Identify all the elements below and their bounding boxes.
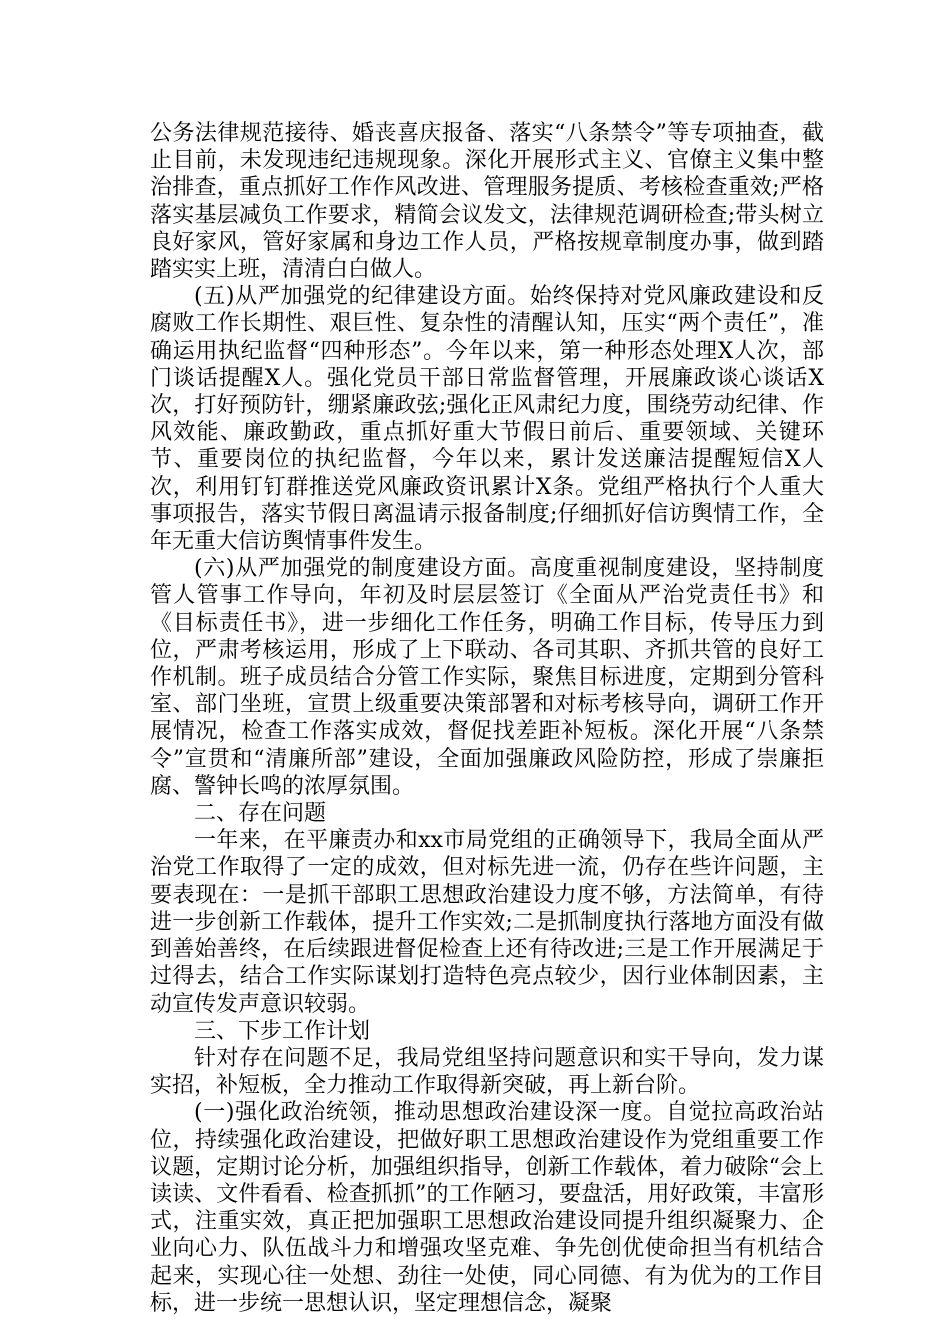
paragraph-discipline-building: (五)从严加强党的纪律建设方面。始终保持对党风廉政建设和反腐败工作长期性、艰巨性、复杂性的清醒认知，压实“两个责任”，准确运用执纪监督“四种形态”。今年以来，第一种形态处理X人次，部门谈话提醒X人。强化党员干部日常监督管理，开展廉政谈心谈话X次，打好预防针，绷紧廉政弦;强化正风肃纪力度，围绕劳动纪律、作风效能、廉政勤政，重点抓好重大节假日前后、重要领域、关键环节、重要岗位的执纪监督，今年以来，累计发送廉洁提醒短信X人次，利用钉钉群推送党风廉政资讯累计X条。党组严格执行个人重大事项报告，落实节假日离温请示报备制度;仔细抓好信访舆情工作，全年无重大信访舆情事件发生。 [150, 284, 824, 555]
section-heading-problems: 二、存在问题 [194, 801, 327, 827]
section-heading-next-steps: 三、下步工作计划 [194, 1018, 371, 1044]
paragraph-problems: 一年来，在平廉责办和xx市局党组的正确领导下，我局全面从严治党工作取得了一定的成效，但对标先进一流，仍存在些许问题，主要表现在：一是抓干部职工思想政治建设力度不够，方法简单，有待进一步创新工作载体，提升工作实效;二是抓制度执行落地方面没有做到善始善终，在后续跟进督促检查上还有待改进;三是工作开展满足于过得去，结合工作实际谋划打造特色亮点较少，因行业体制因素，主动宣传发声意识较弱。 [150, 828, 824, 1017]
paragraph-political-leadership: (一)强化政治统领，推动思想政治建设深一度。自觉拉高政治站位，持续强化政治建设，把做好职工思想政治建设作为党组重要工作议题，定期讨论分析，加强组织指导，创新工作载体，着力破除“会上读读、文件看看、检查抓抓”的工作陋习，要盘活，用好政策，丰富形式，注重实效，真正把加强职工思想政治建设同提升组织凝聚力、企业向心力、队伍战斗力和增强攻坚克难、争先创优使命担当有机结合起来，实现心往一处想、劲往一处使，同心同德、有为优为的工作目标，进一步统一思想认识，坚定理想信念，凝聚 [150, 1100, 824, 1316]
document-page [150, 120, 824, 1317]
paragraph-system-building: (六)从严加强党的制度建设方面。高度重视制度建设，坚持制度管人管事工作导向，年初及时层层签订《全面从严治党责任书》和《目标责任书》，进一步细化工作任务，明确工作目标，传导压力到位，严肃考核运用，形成了上下联动、各司其职、齐抓共管的良好工作机制。班子成员结合分管工作实际，聚焦目标进度，定期到分管科室、部门坐班，宣贯上级重要决策部署和对标考核导向，调研工作开展情况，检查工作落实成效，督促找差距补短板。深化开展“八条禁令”宣贯和“清廉所部”建设，全面加强廉政风险防控，形成了崇廉拒腐、警钟长鸣的浓厚氛围。 [150, 556, 824, 799]
paragraph-next-steps-intro: 针对存在问题不足，我局党组坚持问题意识和实干导向，发力谋实招，补短板，全力推动工作取得新突破，再上新台阶。 [150, 1045, 824, 1099]
paragraph-continuation: 公务法律规范接待、婚丧喜庆报备、落实“八条禁令”等专项抽查，截止目前，未发现违纪违规现象。深化开展形式主义、官僚主义集中整治排查，重点抓好工作作风改进、管理服务提质、考核检查重效;严格落实基层减负工作要求，精简会议发文，法律规范调研检查;带头树立良好家风，管好家属和身边工作人员，严格按规章制度办事，做到踏踏实实上班，清清白白做人。 [150, 121, 824, 283]
